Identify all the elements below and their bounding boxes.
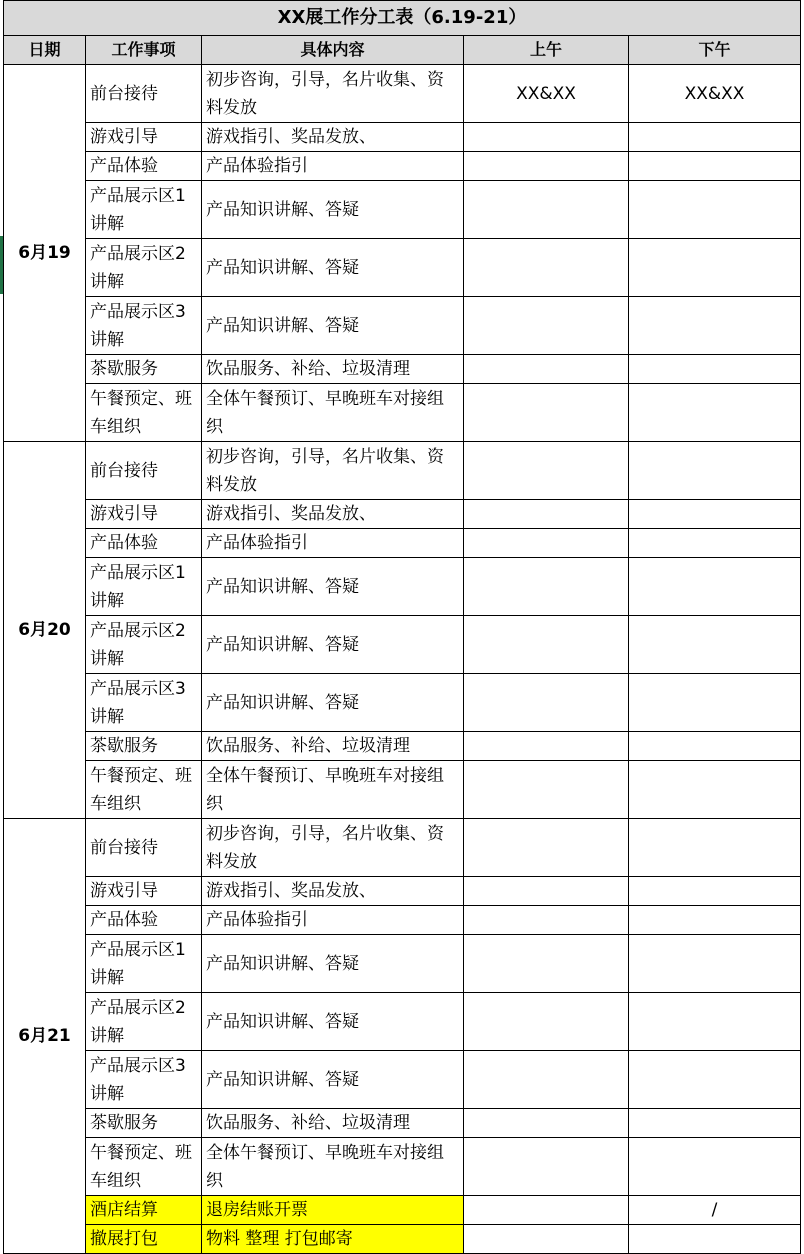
item-cell[interactable]: 游戏引导 — [86, 123, 202, 152]
detail-cell[interactable]: 产品知识讲解、答疑 — [202, 993, 464, 1051]
detail-cell[interactable]: 游戏指引、奖品发放、 — [202, 123, 464, 152]
detail-cell[interactable]: 产品体验指引 — [202, 152, 464, 181]
am-cell[interactable] — [464, 674, 629, 732]
item-cell[interactable]: 产品展示区2讲解 — [86, 616, 202, 674]
table-row — [4, 558, 801, 616]
pm-cell[interactable] — [629, 442, 801, 500]
detail-cell[interactable]: 产品知识讲解、答疑 — [202, 616, 464, 674]
am-cell[interactable] — [464, 761, 629, 819]
pm-cell[interactable] — [629, 616, 801, 674]
date-cell[interactable]: 6月20 — [4, 442, 86, 819]
am-cell[interactable] — [464, 384, 629, 442]
item-cell[interactable]: 产品展示区3讲解 — [86, 674, 202, 732]
am-cell[interactable] — [464, 529, 629, 558]
am-cell[interactable] — [464, 355, 629, 384]
am-cell[interactable] — [464, 297, 629, 355]
detail-cell[interactable]: 产品知识讲解、答疑 — [202, 239, 464, 297]
pm-cell[interactable] — [629, 674, 801, 732]
table-row — [4, 239, 801, 297]
pm-cell[interactable] — [629, 761, 801, 819]
item-cell[interactable]: 茶歇服务 — [86, 732, 202, 761]
item-cell[interactable]: 产品展示区2讲解 — [86, 993, 202, 1051]
table-row — [4, 1196, 801, 1225]
pm-cell[interactable] — [629, 384, 801, 442]
detail-cell[interactable]: 初步咨询，引导，名片收集、资料发放 — [202, 442, 464, 500]
item-cell[interactable]: 酒店结算 — [86, 1196, 202, 1225]
detail-cell[interactable]: 游戏指引、奖品发放、 — [202, 877, 464, 906]
table-row — [4, 152, 801, 181]
detail-cell[interactable]: 产品体验指引 — [202, 906, 464, 935]
am-cell[interactable] — [464, 732, 629, 761]
item-cell[interactable]: 游戏引导 — [86, 877, 202, 906]
table-row — [4, 674, 801, 732]
pm-cell[interactable] — [629, 123, 801, 152]
item-cell[interactable]: 产品展示区1讲解 — [86, 181, 202, 239]
pm-cell[interactable] — [629, 239, 801, 297]
header-am[interactable]: 上午 — [464, 36, 629, 65]
am-cell[interactable] — [464, 123, 629, 152]
table-row — [4, 993, 801, 1051]
am-cell[interactable] — [464, 1196, 629, 1225]
pm-cell[interactable] — [629, 1225, 801, 1254]
table-row — [4, 1109, 801, 1138]
header-row — [4, 36, 801, 65]
am-cell[interactable] — [464, 877, 629, 906]
pm-cell[interactable]: / — [629, 1196, 801, 1225]
pm-cell[interactable] — [629, 558, 801, 616]
item-cell[interactable]: 前台接待 — [86, 442, 202, 500]
table-row — [4, 529, 801, 558]
item-cell[interactable]: 前台接待 — [86, 65, 202, 123]
pm-cell[interactable] — [629, 935, 801, 993]
table-row — [4, 935, 801, 993]
item-cell[interactable]: 前台接待 — [86, 819, 202, 877]
item-cell[interactable]: 撤展打包 — [86, 1225, 202, 1254]
detail-cell[interactable]: 产品体验指引 — [202, 529, 464, 558]
detail-cell[interactable]: 全体午餐预订、早晚班车对接组织 — [202, 384, 464, 442]
pm-cell[interactable] — [629, 181, 801, 239]
detail-cell[interactable]: 全体午餐预订、早晚班车对接组织 — [202, 761, 464, 819]
item-cell[interactable]: 产品体验 — [86, 152, 202, 181]
table-row — [4, 297, 801, 355]
detail-cell[interactable]: 产品知识讲解、答疑 — [202, 297, 464, 355]
table-title[interactable]: XX展工作分工表（6.19-21） — [4, 1, 801, 36]
detail-cell[interactable]: 产品知识讲解、答疑 — [202, 1051, 464, 1109]
date-cell[interactable]: 6月19 — [4, 65, 86, 442]
table-row — [4, 732, 801, 761]
header-pm[interactable]: 下午 — [629, 36, 801, 65]
item-cell[interactable]: 产品展示区3讲解 — [86, 1051, 202, 1109]
am-cell[interactable] — [464, 500, 629, 529]
work-schedule-table — [3, 0, 801, 1254]
table-row — [4, 819, 801, 877]
table-row — [4, 123, 801, 152]
am-cell[interactable] — [464, 1138, 629, 1196]
detail-cell[interactable]: 全体午餐预订、早晚班车对接组织 — [202, 1138, 464, 1196]
item-cell[interactable]: 午餐预定、班车组织 — [86, 761, 202, 819]
detail-cell[interactable]: 产品知识讲解、答疑 — [202, 674, 464, 732]
pm-cell[interactable] — [629, 500, 801, 529]
detail-cell[interactable]: 饮品服务、补给、垃圾清理 — [202, 355, 464, 384]
item-cell[interactable]: 产品展示区1讲解 — [86, 935, 202, 993]
am-cell[interactable] — [464, 1051, 629, 1109]
table-row — [4, 384, 801, 442]
pm-cell[interactable] — [629, 355, 801, 384]
table-row — [4, 65, 801, 123]
am-cell[interactable] — [464, 935, 629, 993]
table-row — [4, 1225, 801, 1254]
table-row — [4, 616, 801, 674]
am-cell[interactable] — [464, 993, 629, 1051]
item-cell[interactable]: 午餐预定、班车组织 — [86, 384, 202, 442]
am-cell[interactable] — [464, 442, 629, 500]
pm-cell[interactable] — [629, 1051, 801, 1109]
am-cell[interactable] — [464, 906, 629, 935]
pm-cell[interactable] — [629, 993, 801, 1051]
detail-cell[interactable]: 产品知识讲解、答疑 — [202, 558, 464, 616]
item-cell[interactable]: 茶歇服务 — [86, 355, 202, 384]
pm-cell[interactable] — [629, 297, 801, 355]
table-row — [4, 906, 801, 935]
table-row — [4, 181, 801, 239]
item-cell[interactable]: 产品展示区2讲解 — [86, 239, 202, 297]
table-row — [4, 355, 801, 384]
detail-cell[interactable]: 产品知识讲解、答疑 — [202, 935, 464, 993]
table-row — [4, 1138, 801, 1196]
am-cell[interactable] — [464, 152, 629, 181]
detail-cell[interactable]: 初步咨询，引导，名片收集、资料发放 — [202, 65, 464, 123]
date-cell[interactable]: 6月21 — [4, 819, 86, 1254]
am-cell[interactable] — [464, 558, 629, 616]
detail-cell[interactable]: 游戏指引、奖品发放、 — [202, 500, 464, 529]
pm-cell[interactable] — [629, 1138, 801, 1196]
table-row — [4, 442, 801, 500]
am-cell[interactable]: XX&XX — [464, 65, 629, 123]
detail-cell[interactable]: 饮品服务、补给、垃圾清理 — [202, 1109, 464, 1138]
pm-cell[interactable]: XX&XX — [629, 65, 801, 123]
header-detail[interactable]: 具体内容 — [202, 36, 464, 65]
pm-cell[interactable] — [629, 877, 801, 906]
item-cell[interactable]: 游戏引导 — [86, 500, 202, 529]
header-item[interactable]: 工作事项 — [86, 36, 202, 65]
pm-cell[interactable] — [629, 152, 801, 181]
am-cell[interactable] — [464, 181, 629, 239]
pm-cell[interactable] — [629, 819, 801, 877]
detail-cell[interactable]: 物料 整理 打包邮寄 — [202, 1225, 464, 1254]
table-row — [4, 1051, 801, 1109]
table-row — [4, 877, 801, 906]
item-cell[interactable]: 产品体验 — [86, 529, 202, 558]
am-cell[interactable] — [464, 616, 629, 674]
detail-cell[interactable]: 产品知识讲解、答疑 — [202, 181, 464, 239]
detail-cell[interactable]: 初步咨询，引导，名片收集、资料发放 — [202, 819, 464, 877]
pm-cell[interactable] — [629, 529, 801, 558]
pm-cell[interactable] — [629, 1109, 801, 1138]
detail-cell[interactable]: 退房结账开票 — [202, 1196, 464, 1225]
am-cell[interactable] — [464, 239, 629, 297]
item-cell[interactable]: 产品展示区1讲解 — [86, 558, 202, 616]
pm-cell[interactable] — [629, 732, 801, 761]
table-row — [4, 761, 801, 819]
item-cell[interactable]: 午餐预定、班车组织 — [86, 1138, 202, 1196]
item-cell[interactable]: 产品体验 — [86, 906, 202, 935]
item-cell[interactable]: 茶歇服务 — [86, 1109, 202, 1138]
table-row — [4, 500, 801, 529]
header-date[interactable]: 日期 — [4, 36, 86, 65]
pm-cell[interactable] — [629, 906, 801, 935]
am-cell[interactable] — [464, 1225, 629, 1254]
detail-cell[interactable]: 饮品服务、补给、垃圾清理 — [202, 732, 464, 761]
am-cell[interactable] — [464, 819, 629, 877]
am-cell[interactable] — [464, 1109, 629, 1138]
item-cell[interactable]: 产品展示区3讲解 — [86, 297, 202, 355]
